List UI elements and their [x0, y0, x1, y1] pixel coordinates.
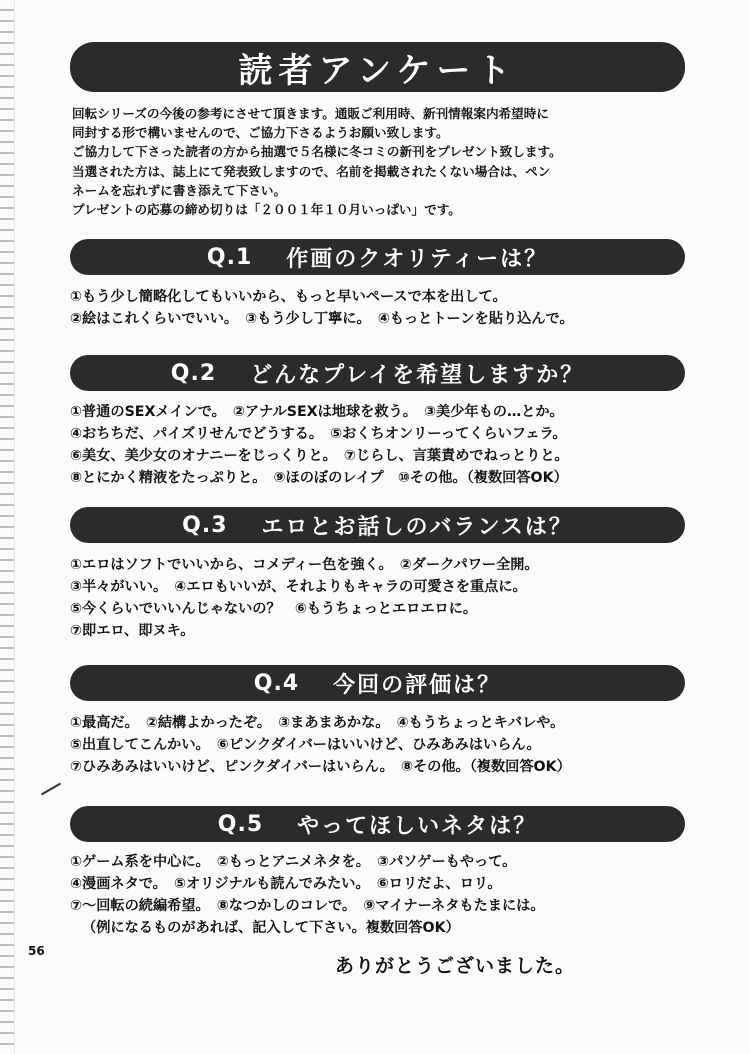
question-3-options [70, 554, 720, 642]
intro-line: ご協力して下さった読者の方から抽選で５名様に冬コミの新刊をプレゼント致します。 [72, 144, 562, 160]
question-number: Q.4 [253, 670, 300, 696]
question-1-heading [70, 239, 685, 275]
question-number: Q.1 [206, 244, 253, 270]
intro-line: プレゼントの応募の締め切りは「２００１年１０月いっぱい」です。 [72, 202, 461, 218]
thank-you-text: ありがとうございました。 [335, 955, 576, 977]
option-line: ①エロはソフトでいいから、コメディー色を強く。 ②ダークパワー全開。 [70, 557, 539, 573]
question-number: Q.3 [182, 512, 228, 538]
question-text: どんなプレイを希望しますか？ [250, 362, 585, 388]
option-line: （例になるものがあれば、記入して下さい。複数回答OK） [82, 920, 460, 936]
intro-line: 当選された方は、誌上にて発表致しますので、名前を掲載されたくない場合は、ペン [72, 163, 551, 179]
option-line: ⑦ひみあみはいいけど、ピンクダイバーはいらん。 ⑧その他。（複数回答OK） [70, 759, 571, 775]
intro-text [72, 104, 712, 219]
option-line: ⑦即エロ、即ヌキ。 [70, 623, 195, 639]
question-text: 作画のクオリティーは？ [286, 246, 549, 272]
option-line: ⑦〜回転の続編希望。 ⑧なつかしのコレで。 ⑨マイナーネタもたまには。 [70, 898, 545, 914]
question-text: エロとお話しのバランスは？ [261, 514, 573, 540]
question-number: Q.2 [170, 360, 217, 386]
question-text: 今回の評価は？ [333, 672, 502, 698]
intro-line: ネームを忘れずに書き添えて下さい。 [72, 182, 287, 198]
question-2-options [70, 401, 720, 489]
question-text: やってほしいネタは？ [297, 813, 538, 839]
pen-mark [41, 783, 61, 796]
binding-perforation [0, 0, 15, 1054]
option-line: ④おちちだ、パイズリせんでどうする。 ⑤おくちオンリーってくらいフェラ。 [70, 426, 567, 442]
question-5-options [70, 851, 720, 939]
question-3-heading [70, 507, 685, 543]
question-number: Q.5 [217, 811, 264, 837]
option-line: ①最高だ。 ②結構よかったぞ。 ③まあまあかな。 ④もうちょっとキバレや。 [70, 715, 565, 731]
option-line: ⑧とにかく精液をたっぷりと。 ⑨ほのぼのレイプ ⑩その他。（複数回答OK） [70, 470, 568, 486]
question-5-heading [70, 806, 685, 842]
question-2-heading [70, 355, 685, 391]
option-line: ⑤出直してこんかい。 ⑥ピンクダイバーはいいけど、ひみあみはいらん。 [70, 737, 541, 753]
question-4-heading [70, 665, 685, 701]
option-line: ①もう少し簡略化してもいいから、もっと早いペースで本を出して。 [70, 289, 507, 305]
question-1-options [70, 286, 720, 330]
option-line: ①普通のSEXメインで。 ②アナルSEXは地球を救う。 ③美少年もの…とか。 [70, 404, 564, 420]
option-line: ①ゲーム系を中心に。 ②もっとアニメネタを。 ③パソゲーもやって。 [70, 854, 517, 870]
page-number: 56 [28, 944, 45, 958]
option-line: ②絵はこれくらいでいい。 ③もう少し丁寧に。 ④もっとトーンを貼り込んで。 [70, 311, 574, 327]
option-line: ⑥美女、美少女のオナニーをじっくりと。 ⑦じらし、言葉責めでねっとりと。 [70, 448, 569, 464]
page-title: 読者アンケート [70, 42, 685, 92]
intro-line: 回転シリーズの今後の参考にさせて頂きます。通販ご利用時、新刊情報案内希望時に [72, 106, 549, 121]
option-line: ③半々がいい。 ④エロもいいが、それよりもキャラの可愛さを重点に。 [70, 579, 527, 595]
question-4-options [70, 712, 720, 778]
option-line: ④漫画ネタで。 ⑤オリジナルも読んでみたい。 ⑥ロリだよ、ロリ。 [70, 876, 502, 892]
intro-line: 同封する形で構いませんので、ご協力下さるようお願い致します。 [72, 125, 449, 141]
option-line: ⑤今くらいでいいんじゃないの？ ⑥もうちょっとエロエロに。 [70, 601, 478, 617]
